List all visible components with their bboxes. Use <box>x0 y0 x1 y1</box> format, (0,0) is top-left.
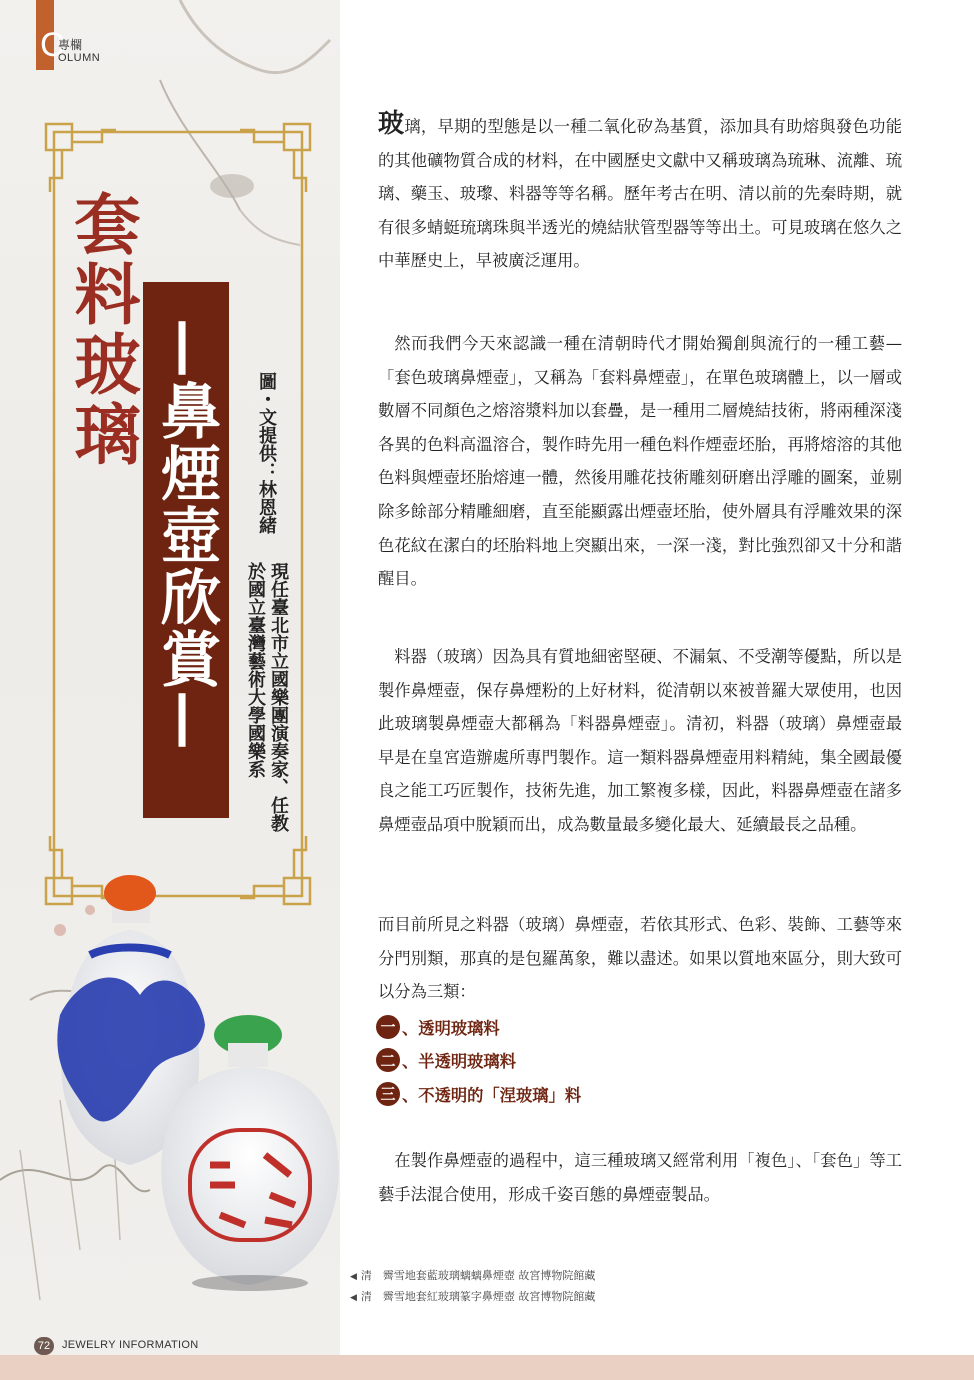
snuff-bottles-photo <box>30 875 350 1295</box>
paragraph-2: 然而我們今天來認識一種在清朝時代才開始獨創與流行的一種工藝—「套色玻璃鼻煙壺」，又稱為「套料鼻煙壺」，在單色玻璃體上，以一層或數層不同顏色之熔溶漿料加以套疊，是一種用二層燒結技術，將兩種深淺各異的色料高溫溶合，製作時先用一種色料作煙壺坯胎，再將熔溶的其他色料與煙壺坯胎熔連一體，然後用雕花技術雕刻研磨出浮雕的圖案，並剔除多餘部分精雕細磨，直至能顯露出煙壺坯胎，使外層具有浮雕效果的深色花紋在潔白的坯胎料地上突顯出來，一深一淺，對比強烈卻又十分和諧醒目。 <box>378 334 902 589</box>
caption-line <box>350 1266 595 1287</box>
left-arrow-icon: ◀ <box>350 1293 357 1303</box>
column-label-en: OLUMN <box>58 52 101 64</box>
footer-band <box>0 1355 974 1380</box>
author-credit: 圖・文提供：林恩緒 <box>256 372 277 534</box>
column-label-zh: 專欄 <box>58 38 83 52</box>
category-number-badge: 三 <box>376 1082 400 1106</box>
author-bio: 現任臺北市立國樂團演奏家、任教於國立臺灣藝術大學國樂系 <box>245 562 289 832</box>
magazine-name: JEWELRY INFORMATION <box>62 1339 199 1351</box>
category-label: 、半透明玻璃料 <box>402 1052 516 1072</box>
category-number-badge: 一 <box>376 1015 400 1039</box>
column-letter: C <box>40 26 65 64</box>
page-number: 72 <box>34 1337 54 1355</box>
left-arrow-icon: ◀ <box>350 1272 357 1282</box>
subtitle: —鼻煙壺欣賞— <box>151 318 221 752</box>
photo-captions <box>350 1266 595 1308</box>
main-title: 套料玻璃 <box>63 190 141 470</box>
paragraph-1-text: 璃，早期的型態是以一種二氧化矽為基質，添加具有助熔與發色功能的其他礦物質合成的材料，在中國歷史文獻中又稱玻璃為琉琳、流離、琉璃、藥玉、玻瓈、料器等等名稱。歷年考古在明、清以前的先秦時期，就有很多蜻蜓琉璃珠與半透光的燒結狀管型器等等出土。可見玻璃在悠久之中華歷史上，早被廣泛運用。 <box>378 117 902 271</box>
caption-text: 清 霽雪地套紅玻璃篆字鼻煙壺 故宮博物院館藏 <box>360 1290 596 1303</box>
paragraph-4: 而目前所見之料器（玻璃）鼻煙壺，若依其形式、色彩、裝飾、工藝等來分門別類，那真的是包羅萬象，難以盡述。如果以質地來區分，則大致可以分為三類： <box>378 915 902 1002</box>
category-label: 、不透明的「涅玻璃」料 <box>402 1085 582 1105</box>
category-label: 、透明玻璃料 <box>402 1018 500 1038</box>
list-item <box>376 1010 676 1044</box>
paragraph-3: 料器（玻璃）因為具有質地細密堅硬、不漏氣、不受潮等優點，所以是製作鼻煙壺，保存鼻煙粉的上好材料，從清朝以來被普羅大眾使用，也因此玻璃製鼻煙壺大都稱為「料器鼻煙壺」。清初，料器（玻璃）鼻煙壺最早是在皇宮造辦處所專門製作。這一類料器鼻煙壺用料精純，集全國最優良之能工巧匠製作，技術先進，加工繁複多樣，因此，料器鼻煙壺在諸多鼻煙壺品項中脫穎而出，成為數量最多變化最大、延續最長之品種。 <box>378 647 902 834</box>
category-number-badge: 二 <box>376 1048 400 1072</box>
paragraph-1 <box>378 108 902 278</box>
category-list <box>376 1010 676 1111</box>
caption-line <box>350 1287 595 1308</box>
paragraph-5: 在製作鼻煙壺的過程中，這三種玻璃又經常利用「複色」、「套色」等工藝手法混合使用，形成千姿百態的鼻煙壺製品。 <box>378 1151 902 1204</box>
caption-text: 清 霽雪地套藍玻璃螭螭鼻煙壺 故宮博物院館藏 <box>360 1269 596 1282</box>
list-item <box>376 1077 676 1111</box>
drop-cap: 玻 <box>378 109 405 139</box>
list-item <box>376 1044 676 1078</box>
